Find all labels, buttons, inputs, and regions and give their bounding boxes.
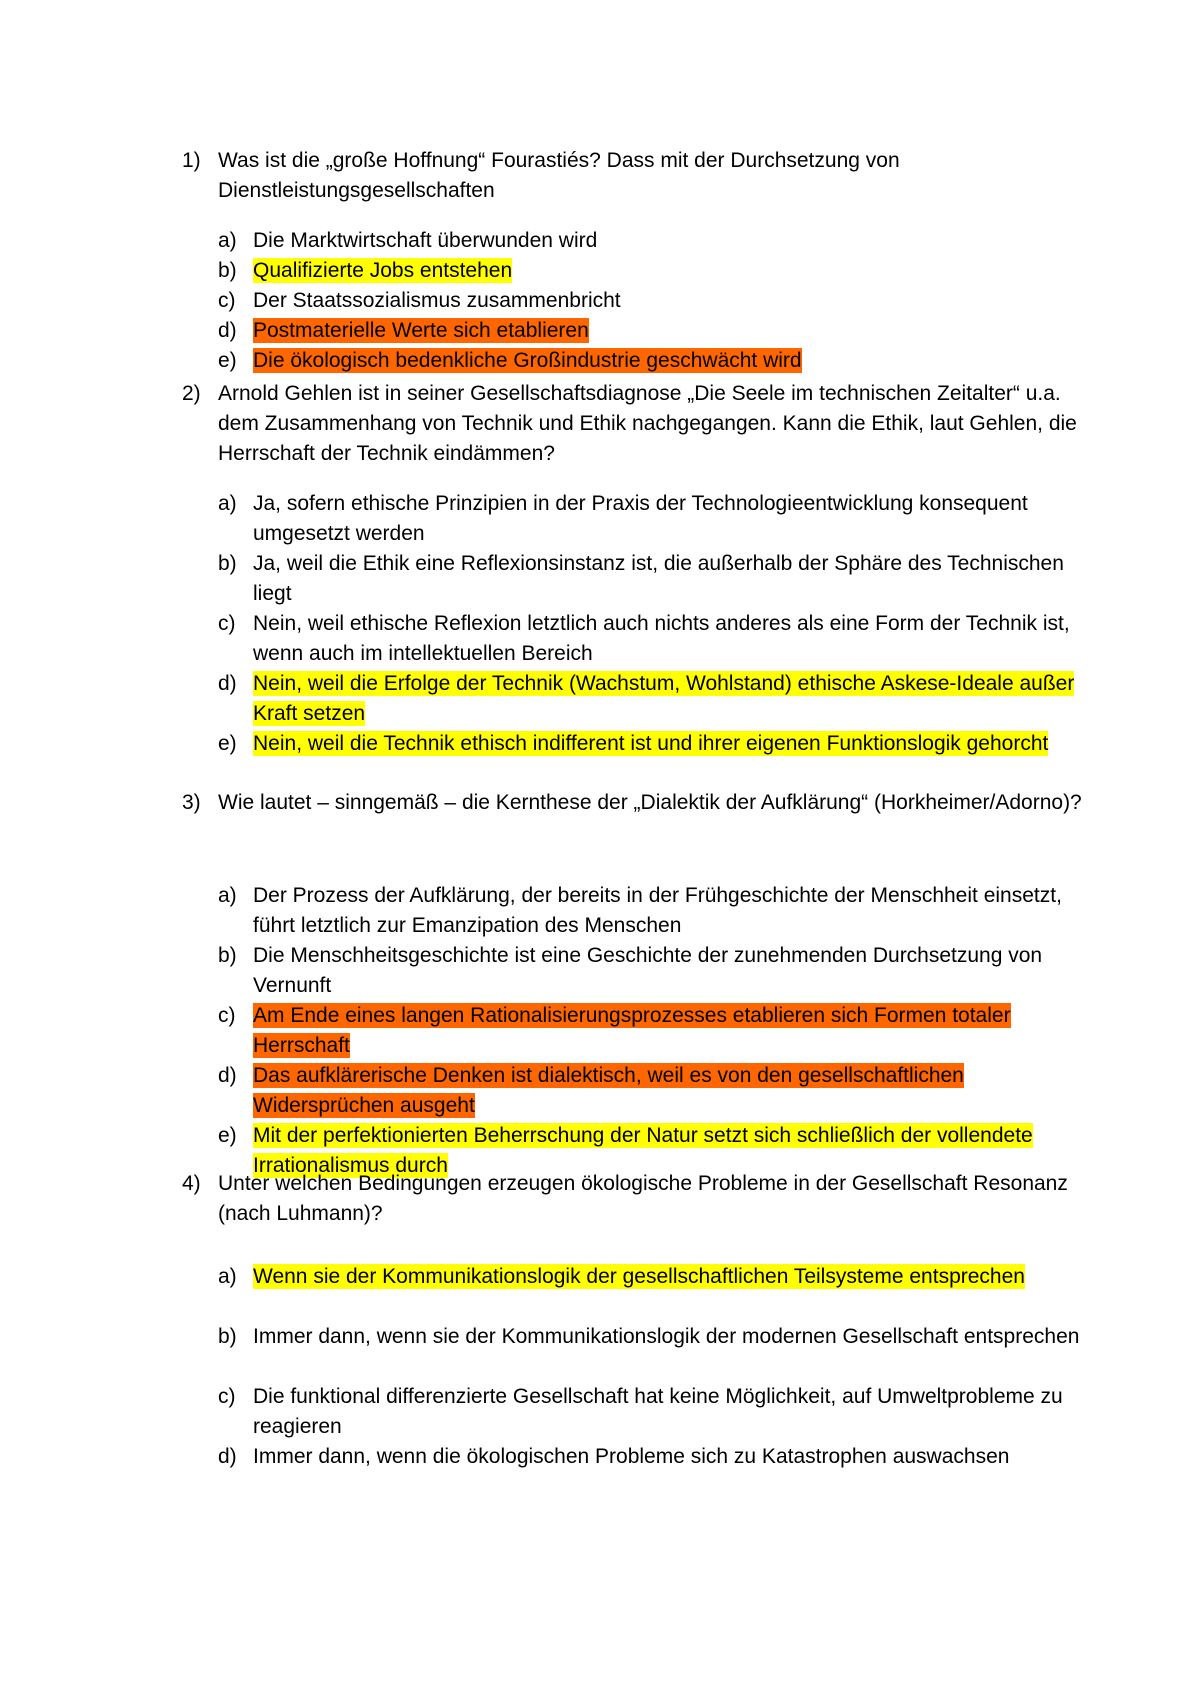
answer-letter: b)	[218, 944, 237, 967]
highlighted-answer-text: Nein, weil die Technik ethisch indifferent ist und ihrer eigenen Funktionslogik gehorcht	[253, 732, 1049, 755]
answer-text-block	[253, 1382, 1083, 1442]
answer-letter: b)	[218, 259, 237, 282]
answer-letter: d)	[218, 672, 237, 695]
answer-text: Ja, sofern ethische Prinzipien in der Praxis der Technologieentwicklung konsequent umgesetzt werden	[253, 492, 1028, 545]
question-number: 1)	[182, 149, 201, 172]
answer-letter: d)	[218, 319, 237, 342]
answer-text-block	[253, 1322, 1083, 1352]
question-text: Wie lautet – sinngemäß – die Kernthese der „Dialektik der Aufklärung“ (Horkheimer/Adorno)?	[218, 791, 1082, 814]
question-text: Was ist die „große Hoffnung“ Fourastiés? Dass mit der Durchsetzung von Dienstleistungsgesellschaften	[218, 149, 900, 202]
answer-text-block	[253, 286, 1083, 316]
question-number: 2)	[182, 382, 201, 405]
answer-text-block	[253, 1061, 1083, 1121]
answer-text: Der Prozess der Aufklärung, der bereits in der Frühgeschichte der Menschheit einsetzt, führt letztlich zur Emanzipation des Menschen	[253, 884, 1062, 937]
answer-letter: a)	[218, 884, 237, 907]
answer-letter: b)	[218, 552, 237, 575]
highlighted-answer-text: Die ökologisch bedenkliche Großindustrie geschwächt wird	[253, 349, 802, 372]
question-text: Arnold Gehlen ist in seiner Gesellschaftsdiagnose „Die Seele im technischen Zeitalter“ u.a. dem Zusammenhang von Technik und Ethik nachgegangen. Kann die Ethik, laut Gehlen, die Herrschaft der Technik eindämmen?	[218, 382, 1077, 465]
answer-letter: e)	[218, 349, 237, 372]
highlighted-answer-text: Postmaterielle Werte sich etablieren	[253, 319, 589, 342]
answer-text: Der Staatssozialismus zusammenbricht	[253, 289, 621, 312]
question-text: Unter welchen Bedingungen erzeugen ökologische Probleme in der Gesellschaft Resonanz (nach Luhmann)?	[218, 1172, 1068, 1225]
answer-letter: b)	[218, 1325, 237, 1348]
answer-text: Die Marktwirtschaft überwunden wird	[253, 229, 598, 252]
answer-text: Ja, weil die Ethik eine Reflexionsinstanz ist, die außerhalb der Sphäre des Technischen liegt	[253, 552, 1064, 605]
answer-letter: c)	[218, 289, 236, 312]
answer-text: Immer dann, wenn die ökologischen Probleme sich zu Katastrophen auswachsen	[253, 1445, 1010, 1468]
answer-letter: c)	[218, 612, 236, 635]
answer-letter: e)	[218, 1124, 237, 1147]
highlighted-answer-text: Nein, weil die Erfolge der Technik (Wachstum, Wohlstand) ethische Askese-Ideale außer Kraft setzen	[253, 672, 1075, 725]
highlighted-answer-text: Qualifizierte Jobs entstehen	[253, 259, 513, 282]
answer-letter: a)	[218, 492, 237, 515]
highlighted-answer-text: Das aufklärerische Denken ist dialektisch, weil es von den gesellschaftlichen Widersprüchen ausgeht	[253, 1064, 964, 1117]
answer-text: Die funktional differenzierte Gesellschaft hat keine Möglichkeit, auf Umweltprobleme zu reagieren	[253, 1385, 1063, 1438]
answer-letter: e)	[218, 732, 237, 755]
answer-text-block	[253, 346, 1083, 376]
answer-text-block	[253, 549, 1083, 609]
answer-text-block	[253, 489, 1083, 549]
highlighted-answer-text: Wenn sie der Kommunikationslogik der gesellschaftlichen Teilsysteme entsprechen	[253, 1265, 1025, 1288]
answer-letter: a)	[218, 1265, 237, 1288]
answer-text-block	[253, 226, 1083, 256]
answer-letter: c)	[218, 1385, 236, 1408]
answer-text-block	[253, 316, 1083, 346]
answer-text-block	[253, 1001, 1083, 1061]
answer-text-block	[253, 256, 1083, 286]
answer-text: Die Menschheitsgeschichte ist eine Geschichte der zunehmenden Durchsetzung von Vernunft	[253, 944, 1043, 997]
answer-text: Immer dann, wenn sie der Kommunikationslogik der modernen Gesellschaft entsprechen	[253, 1325, 1080, 1348]
answer-text-block	[253, 1262, 1083, 1292]
highlighted-answer-text: Am Ende eines langen Rationalisierungsprozesses etablieren sich Formen totaler Herrschaft	[253, 1004, 1011, 1057]
highlighted-answer-text: Mit der perfektionierten Beherrschung der Natur setzt sich schließlich der vollendete Irrationalismus durch	[253, 1124, 1033, 1177]
answer-text-block	[253, 669, 1083, 729]
answer-letter: a)	[218, 229, 237, 252]
answer-text-block	[253, 881, 1083, 941]
answer-text-block	[253, 609, 1083, 669]
answer-text-block	[253, 941, 1083, 1001]
answer-text-block	[253, 729, 1083, 759]
answer-text: Nein, weil ethische Reflexion letztlich auch nichts anderes als eine Form der Technik ist, wenn auch im intellektuellen Bereich	[253, 612, 1070, 665]
answer-letter: c)	[218, 1004, 236, 1027]
answer-text-block	[253, 1442, 1083, 1472]
question-number: 3)	[182, 791, 201, 814]
answer-letter: d)	[218, 1445, 237, 1468]
question-number: 4)	[182, 1172, 201, 1195]
answer-letter: d)	[218, 1064, 237, 1087]
